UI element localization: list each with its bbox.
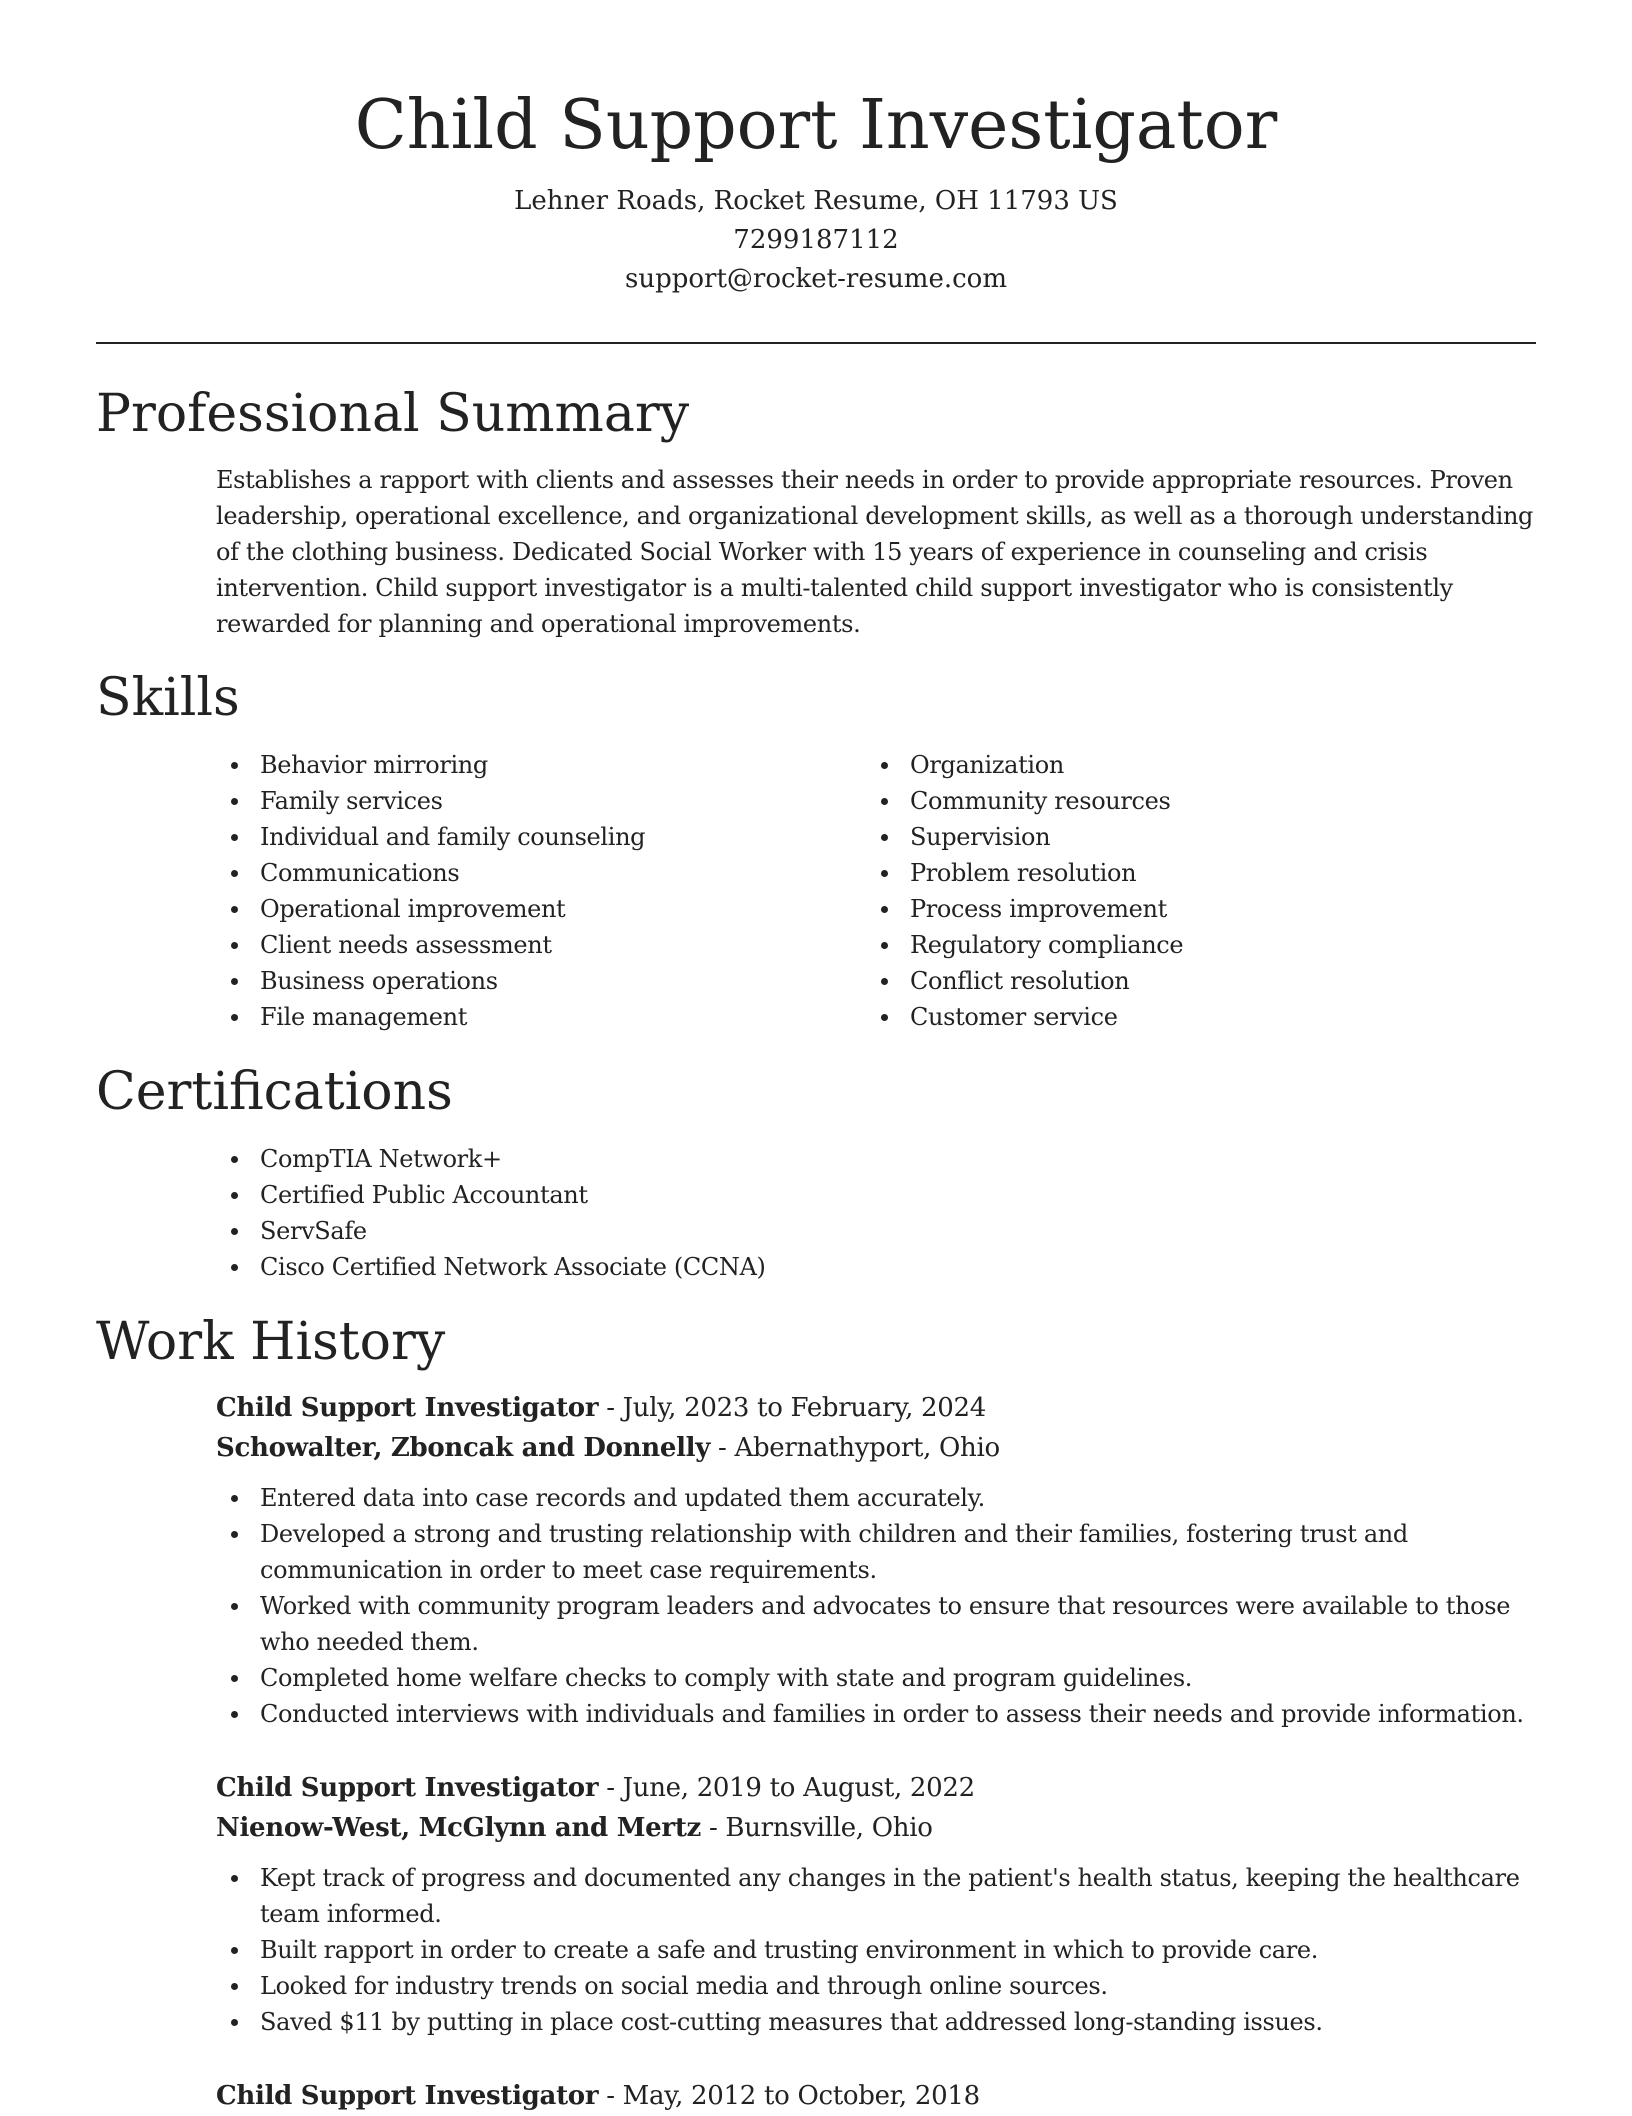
- skill-item: Supervision: [866, 819, 1506, 855]
- skill-item: Client needs assessment: [216, 927, 856, 963]
- job-duties-list: [216, 1480, 1542, 1732]
- contact-phone: 7299187112: [733, 225, 899, 255]
- skill-item: Business operations: [216, 963, 856, 999]
- skill-item: Problem resolution: [866, 855, 1506, 891]
- job-location: - Abernathyport, Ohio: [710, 1433, 1000, 1463]
- contact-info: [96, 182, 1536, 299]
- skill-item: Conflict resolution: [866, 963, 1506, 999]
- summary-text: Establishes a rapport with clients and assesses their needs in order to provide appropriate resources. Proven leadership, operational excellence, and organizational development skills, as well as a thorough understanding of the clothing business. Dedicated Social Worker with 15 years of experience in counseling and crisis intervention. Child support investigator is a multi-talented child support investigator who is consistently rewarded for planning and operational improvements.: [216, 466, 1534, 638]
- skills-heading: Skills: [96, 668, 240, 728]
- skills-list-right: [866, 747, 1506, 1035]
- job-duty-item: Completed home welfare checks to comply with state and program guidelines.: [216, 1660, 1542, 1696]
- certification-item: ServSafe: [216, 1213, 1116, 1249]
- skill-item: Family services: [216, 783, 856, 819]
- skill-item: Organization: [866, 747, 1506, 783]
- skill-item: Communications: [216, 855, 856, 891]
- job-title-line: [216, 1768, 1542, 1808]
- contact-address: Lehner Roads, Rocket Resume, OH 11793 US: [514, 186, 1118, 216]
- job-entry: [216, 1388, 1542, 1732]
- skills-list-left: [216, 747, 856, 1035]
- skill-item: Process improvement: [866, 891, 1506, 927]
- job-entry: [216, 2076, 1542, 2116]
- job-duties-list: [216, 1860, 1542, 2040]
- job-location: - Burnsville, Ohio: [701, 1813, 933, 1843]
- job-duty-item: Worked with community program leaders and advocates to ensure that resources were available to those who needed them.: [216, 1588, 1542, 1660]
- header-divider: [96, 342, 1536, 344]
- job-title: Child Support Investigator: [216, 2081, 599, 2111]
- certifications-list: [216, 1141, 1116, 1285]
- skill-item: Regulatory compliance: [866, 927, 1506, 963]
- job-title: Child Support Investigator: [216, 1393, 599, 1423]
- job-entry: [216, 1768, 1542, 2040]
- candidate-name: Child Support Investigator: [354, 86, 1278, 165]
- job-duty-item: Conducted interviews with individuals and families in order to assess their needs and provide information.: [216, 1696, 1542, 1732]
- contact-email: support@rocket-resume.com: [624, 264, 1007, 294]
- skill-item: Customer service: [866, 999, 1506, 1035]
- job-company: Schowalter, Zboncak and Donnelly: [216, 1433, 711, 1463]
- job-duty-item: Looked for industry trends on social media and through online sources.: [216, 1968, 1542, 2004]
- skill-item: Individual and family counseling: [216, 819, 856, 855]
- job-duty-item: Developed a strong and trusting relationship with children and their families, fostering trust and communication in order to meet case requirements.: [216, 1516, 1542, 1588]
- work-history-heading: Work History: [96, 1312, 446, 1372]
- job-company: Nienow-West, McGlynn and Mertz: [216, 1813, 701, 1843]
- job-duty-item: Entered data into case records and updated them accurately.: [216, 1480, 1542, 1516]
- job-dates: - July, 2023 to February, 2024: [598, 1393, 986, 1423]
- job-title-line: [216, 2076, 1542, 2116]
- job-title-line: [216, 1388, 1542, 1428]
- certification-item: Cisco Certified Network Associate (CCNA): [216, 1249, 1116, 1285]
- job-dates: - May, 2012 to October, 2018: [598, 2081, 980, 2111]
- job-company-line: [216, 1808, 1542, 1848]
- job-duty-item: Saved $11 by putting in place cost-cutting measures that addressed long-standing issues.: [216, 2004, 1542, 2040]
- job-duty-item: Kept track of progress and documented any changes in the patient's health status, keeping the healthcare team informed.: [216, 1860, 1542, 1932]
- job-title: Child Support Investigator: [216, 1773, 599, 1803]
- job-dates: - June, 2019 to August, 2022: [598, 1773, 975, 1803]
- skill-item: File management: [216, 999, 856, 1035]
- skill-item: Behavior mirroring: [216, 747, 856, 783]
- job-company-line: [216, 1428, 1542, 1468]
- certification-item: Certified Public Accountant: [216, 1177, 1116, 1213]
- certifications-heading: Certifications: [96, 1062, 453, 1122]
- summary-heading: Professional Summary: [96, 384, 690, 444]
- job-duty-item: Built rapport in order to create a safe and trusting environment in which to provide care.: [216, 1932, 1542, 1968]
- certification-item: CompTIA Network+: [216, 1141, 1116, 1177]
- skill-item: Community resources: [866, 783, 1506, 819]
- resume-header: [96, 78, 1536, 299]
- skill-item: Operational improvement: [216, 891, 856, 927]
